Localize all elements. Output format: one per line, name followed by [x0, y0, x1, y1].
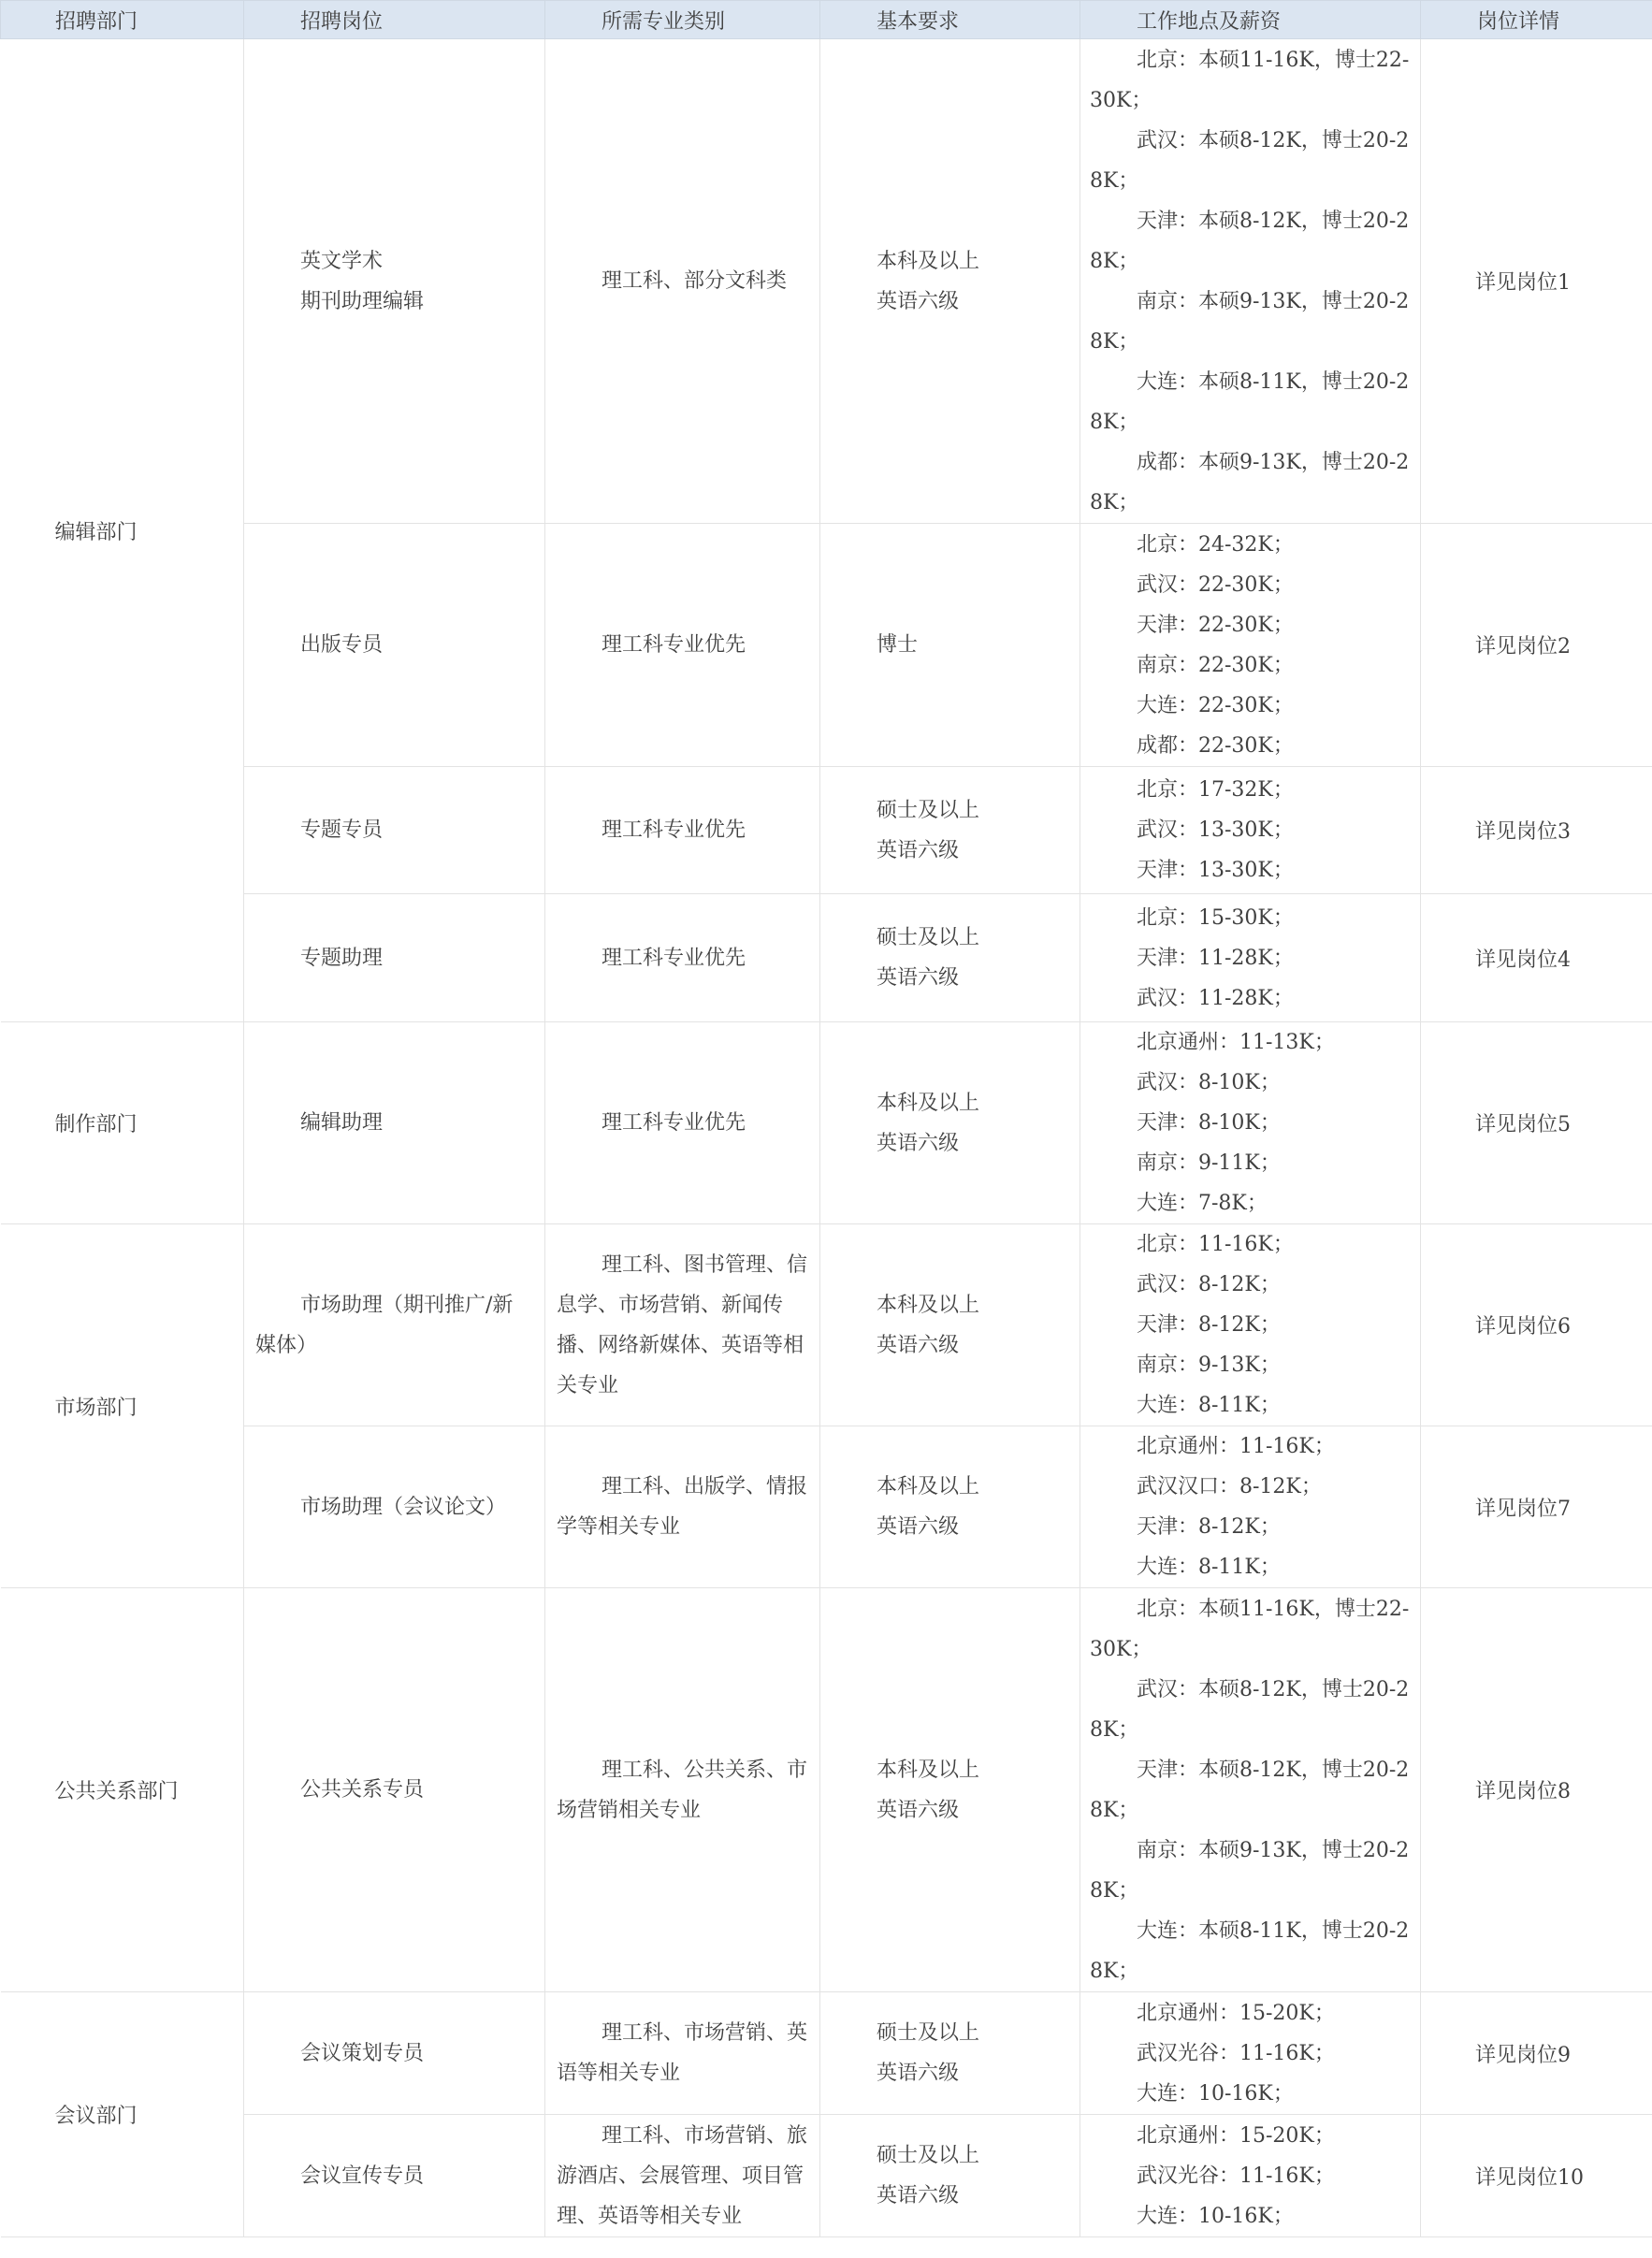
major-cell	[545, 1224, 820, 1426]
requirement-text: 英语六级	[877, 1131, 960, 1155]
position-title: 会议宣传专员	[300, 2164, 425, 2188]
salary-line: 天津：8-10K；	[1137, 1111, 1281, 1135]
requirement-text: 本科及以上	[877, 1293, 980, 1317]
table-row	[1, 524, 1652, 767]
requirement-text: 英语六级	[877, 2062, 960, 2085]
salary-cell	[1080, 1022, 1421, 1224]
detail-link: 详见岗位10	[1475, 2165, 1584, 2190]
department-cell	[1, 1022, 244, 1224]
requirement-text: 英语六级	[877, 1333, 960, 1357]
position-title: 会议策划专员	[300, 2041, 425, 2065]
major-text: 理工科专业优先	[601, 633, 746, 657]
requirements-cell	[820, 1992, 1080, 2115]
requirements-cell	[820, 39, 1080, 524]
table-row	[1, 2115, 1652, 2237]
major-cell	[545, 894, 820, 1022]
salary-cell	[1080, 894, 1421, 1022]
requirement-text: 硕士及以上	[877, 2144, 980, 2167]
header-position: 招聘岗位	[244, 1, 545, 39]
salary-line: 北京：本硕11-16K，博士22-30K；	[1090, 1597, 1410, 1661]
major-text: 理工科、出版学、情报学等相关专业	[557, 1475, 808, 1539]
salary-line: 大连：8-11K；	[1137, 1556, 1281, 1579]
salary-line: 天津：8-12K；	[1137, 1515, 1281, 1539]
position-title: 公共关系专员	[300, 1778, 425, 1802]
table-row	[1, 894, 1652, 1022]
department-name: 编辑部门	[54, 520, 138, 544]
table-row	[1, 1992, 1652, 2115]
department-name: 会议部门	[54, 2105, 138, 2128]
salary-line: 南京：9-13K；	[1137, 1353, 1281, 1377]
table-row	[1, 767, 1652, 894]
position-cell	[244, 1992, 545, 2115]
detail-cell	[1421, 894, 1652, 1022]
requirement-text: 英语六级	[877, 289, 960, 313]
salary-line: 南京：9-11K；	[1137, 1151, 1281, 1175]
requirement-text: 博士	[877, 633, 919, 657]
requirements-cell	[820, 1426, 1080, 1588]
salary-line: 大连：10-16K；	[1137, 2081, 1294, 2106]
requirements-cell	[820, 1224, 1080, 1426]
department-cell	[1, 1992, 244, 2237]
requirement-text: 英语六级	[877, 1798, 960, 1822]
salary-cell	[1080, 39, 1421, 524]
detail-cell	[1421, 1022, 1652, 1224]
salary-line: 北京：15-30K；	[1137, 905, 1294, 930]
header-department: 招聘部门	[1, 1, 244, 39]
major-cell	[545, 1022, 820, 1224]
table-row	[1, 1022, 1652, 1224]
table-row	[1, 39, 1652, 524]
detail-cell	[1421, 2115, 1652, 2237]
major-text: 理工科专业优先	[601, 1111, 746, 1135]
requirement-text: 英语六级	[877, 1515, 960, 1539]
position-title: 市场助理（期刊推广/新媒体）	[255, 1293, 514, 1357]
salary-line: 武汉：13-30K；	[1137, 818, 1294, 842]
salary-cell	[1080, 2115, 1421, 2237]
salary-line: 北京通州：15-20K；	[1137, 2123, 1335, 2148]
position-cell	[244, 1588, 545, 1992]
position-title: 出版专员	[300, 633, 384, 657]
major-cell	[545, 767, 820, 894]
header-requirements: 基本要求	[820, 1, 1080, 39]
position-title: 英文学术	[300, 249, 384, 273]
major-text: 理工科、公共关系、市场营销相关专业	[557, 1758, 808, 1822]
department-cell	[1, 1588, 244, 1992]
salary-line: 北京：11-16K；	[1137, 1233, 1294, 1256]
salary-line: 北京通州：11-13K；	[1137, 1031, 1335, 1054]
table-row	[1, 1588, 1652, 1992]
requirement-text: 硕士及以上	[877, 2021, 980, 2045]
major-cell	[545, 39, 820, 524]
salary-line: 大连：8-11K；	[1137, 1394, 1281, 1417]
requirement-text: 硕士及以上	[877, 926, 980, 949]
position-cell	[244, 1224, 545, 1426]
major-text: 理工科、部分文科类	[601, 269, 788, 293]
position-cell	[244, 894, 545, 1022]
salary-line: 武汉：8-12K；	[1137, 1273, 1281, 1296]
salary-line: 武汉：22-30K；	[1137, 572, 1294, 597]
salary-line: 成都：本硕9-13K，博士20-28K；	[1090, 450, 1410, 514]
salary-line: 武汉：11-28K；	[1137, 986, 1294, 1010]
requirements-cell	[820, 894, 1080, 1022]
salary-cell	[1080, 524, 1421, 767]
header-location-salary: 工作地点及薪资	[1080, 1, 1421, 39]
requirements-cell	[820, 1022, 1080, 1224]
salary-line: 大连：10-16K；	[1137, 2204, 1294, 2228]
detail-cell	[1421, 524, 1652, 767]
requirement-text: 英语六级	[877, 838, 960, 862]
salary-line: 天津：11-28K；	[1137, 946, 1294, 970]
salary-line: 武汉：本硕8-12K，博士20-28K；	[1090, 1677, 1410, 1742]
detail-link: 详见岗位8	[1475, 1780, 1571, 1803]
salary-line: 武汉：本硕8-12K，博士20-28K；	[1090, 128, 1410, 193]
position-cell	[244, 1426, 545, 1588]
requirement-text: 英语六级	[877, 966, 960, 990]
major-text: 理工科、市场营销、旅游酒店、会展管理、项目管理、英语等相关专业	[557, 2123, 808, 2228]
position-title: 专题专员	[300, 818, 384, 842]
salary-line: 天津：22-30K；	[1137, 613, 1294, 637]
salary-line: 大连：7-8K；	[1137, 1192, 1268, 1215]
salary-line: 武汉光谷：11-16K；	[1137, 2041, 1335, 2065]
header-major: 所需专业类别	[545, 1, 820, 39]
requirement-text: 本科及以上	[877, 1758, 980, 1782]
major-cell	[545, 1426, 820, 1588]
salary-line: 北京：17-32K；	[1137, 778, 1294, 802]
salary-line: 天津：本硕8-12K，博士20-28K；	[1090, 1758, 1410, 1822]
salary-line: 武汉光谷：11-16K；	[1137, 2164, 1335, 2188]
requirement-text: 本科及以上	[877, 249, 980, 273]
salary-line: 天津：13-30K；	[1137, 859, 1294, 882]
salary-line: 天津：8-12K；	[1137, 1313, 1281, 1337]
salary-line: 北京：本硕11-16K，博士22-30K；	[1090, 48, 1410, 112]
major-text: 理工科专业优先	[601, 946, 746, 970]
detail-link: 详见岗位7	[1475, 1497, 1571, 1521]
position-cell	[244, 767, 545, 894]
salary-line: 北京：24-32K；	[1137, 532, 1294, 557]
salary-line: 大连：本硕8-11K，博士20-28K；	[1090, 1918, 1410, 1983]
requirement-text: 英语六级	[877, 2184, 960, 2207]
salary-line: 大连：本硕8-11K，博士20-28K；	[1090, 369, 1410, 434]
requirement-text: 本科及以上	[877, 1091, 980, 1115]
detail-link: 详见岗位3	[1475, 820, 1571, 844]
detail-link: 详见岗位6	[1475, 1315, 1571, 1339]
major-text: 理工科、图书管理、信息学、市场营销、新闻传播、网络新媒体、英语等相关专业	[557, 1252, 808, 1397]
detail-link: 详见岗位9	[1475, 2043, 1571, 2067]
salary-line: 大连：22-30K；	[1137, 693, 1294, 717]
major-cell	[545, 2115, 820, 2237]
header-row	[1, 1, 1652, 39]
salary-line: 北京通州：11-16K；	[1137, 1435, 1335, 1458]
position-cell	[244, 2115, 545, 2237]
salary-line: 南京：本硕9-13K，博士20-28K；	[1090, 1838, 1410, 1903]
detail-cell	[1421, 1224, 1652, 1426]
salary-line: 南京：22-30K；	[1137, 653, 1294, 677]
major-cell	[545, 524, 820, 767]
position-title: 编辑助理	[300, 1111, 384, 1135]
department-name: 制作部门	[54, 1113, 138, 1136]
position-title: 期刊助理编辑	[300, 289, 425, 313]
detail-cell	[1421, 1588, 1652, 1992]
department-cell	[1, 39, 244, 1022]
position-cell	[244, 1022, 545, 1224]
requirement-text: 硕士及以上	[877, 798, 980, 822]
salary-cell	[1080, 1588, 1421, 1992]
detail-cell	[1421, 1426, 1652, 1588]
requirement-text: 本科及以上	[877, 1475, 980, 1498]
requirements-cell	[820, 767, 1080, 894]
major-text: 理工科、市场营销、英语等相关专业	[557, 2021, 808, 2085]
detail-cell	[1421, 39, 1652, 524]
detail-link: 详见岗位5	[1475, 1113, 1571, 1136]
detail-link: 详见岗位2	[1475, 635, 1571, 659]
major-text: 理工科专业优先	[601, 818, 746, 842]
table-row	[1, 1426, 1652, 1588]
position-title: 市场助理（会议论文）	[300, 1495, 507, 1519]
salary-line: 南京：本硕9-13K，博士20-28K；	[1090, 289, 1410, 354]
requirements-cell	[820, 524, 1080, 767]
salary-cell	[1080, 1426, 1421, 1588]
department-name: 公共关系部门	[54, 1780, 179, 1803]
department-cell	[1, 1224, 244, 1588]
position-cell	[244, 39, 545, 524]
detail-cell	[1421, 767, 1652, 894]
major-cell	[545, 1992, 820, 2115]
table-row	[1, 1224, 1652, 1426]
position-cell	[244, 524, 545, 767]
position-title: 专题助理	[300, 946, 384, 970]
requirements-cell	[820, 2115, 1080, 2237]
salary-cell	[1080, 767, 1421, 894]
header-detail: 岗位详情	[1421, 1, 1652, 39]
detail-link: 详见岗位1	[1475, 271, 1571, 295]
department-name: 市场部门	[54, 1396, 138, 1420]
detail-cell	[1421, 1992, 1652, 2115]
major-cell	[545, 1588, 820, 1992]
salary-line: 成都：22-30K；	[1137, 733, 1294, 758]
salary-cell	[1080, 1992, 1421, 2115]
salary-cell	[1080, 1224, 1421, 1426]
salary-line: 北京通州：15-20K；	[1137, 2001, 1335, 2025]
detail-link: 详见岗位4	[1475, 948, 1571, 972]
salary-line: 武汉汉口：8-12K；	[1137, 1475, 1322, 1498]
salary-line: 天津：本硕8-12K，博士20-28K；	[1090, 209, 1410, 273]
requirements-cell	[820, 1588, 1080, 1992]
salary-line: 武汉：8-10K；	[1137, 1071, 1281, 1094]
